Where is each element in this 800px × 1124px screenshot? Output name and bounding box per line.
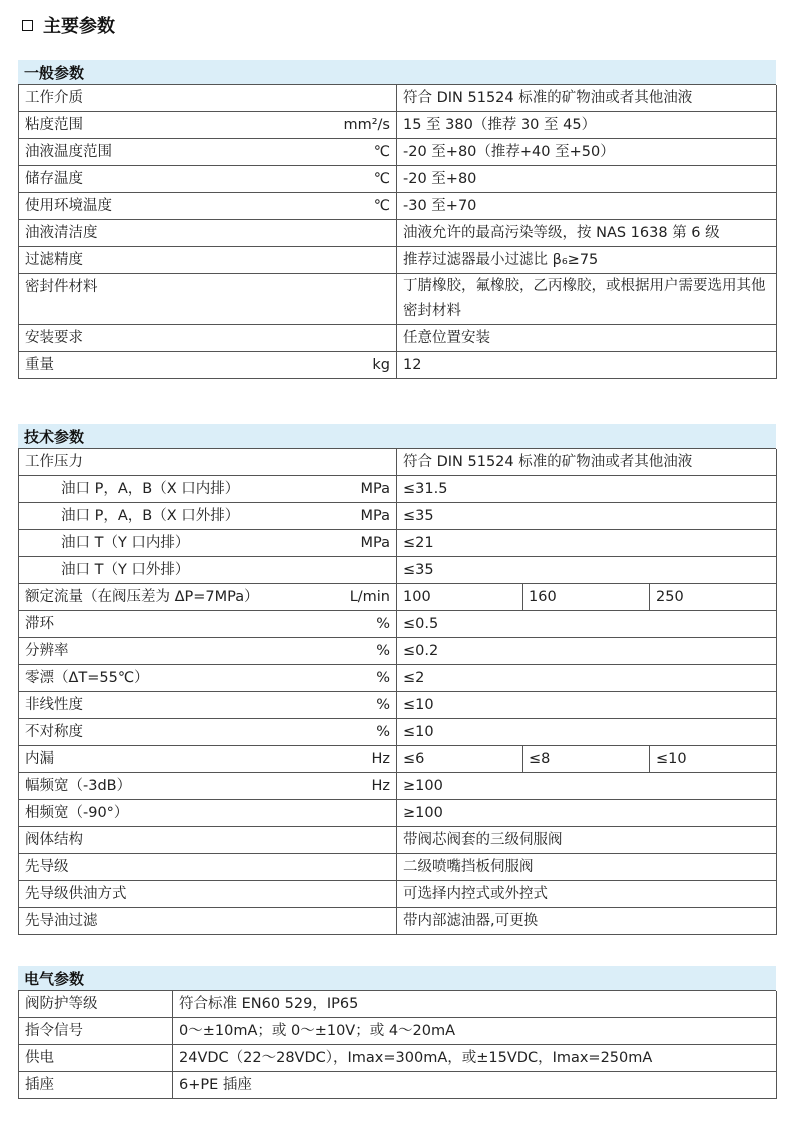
- param-label: 油液温度范围: [19, 139, 315, 166]
- param-value: ≤10: [650, 746, 777, 773]
- electrical-table: [18, 991, 777, 1099]
- param-label: 插座: [19, 1072, 173, 1099]
- param-label: 不对称度: [19, 719, 315, 746]
- param-unit: %: [315, 665, 397, 692]
- param-label: 油口 T（Y 口外排）: [19, 557, 315, 584]
- param-value: -20 至+80: [397, 166, 777, 193]
- param-value: ≤0.2: [397, 638, 777, 665]
- table-row: [19, 139, 777, 166]
- param-label: 分辨率: [19, 638, 315, 665]
- table-row: [19, 1072, 777, 1099]
- param-label: 额定流量（在阀压差为 ΔP=7MPa）: [19, 584, 315, 611]
- table-row: [19, 800, 777, 827]
- table-row: [19, 746, 777, 773]
- table-row: [19, 881, 777, 908]
- param-unit: mm²/s: [315, 112, 397, 139]
- param-unit: [315, 557, 397, 584]
- param-label: 重量: [19, 352, 315, 379]
- param-label: 油口 P，A，B（X 口内排）: [19, 476, 315, 503]
- table-row: [19, 1045, 777, 1072]
- param-unit: [315, 274, 397, 325]
- table-row: [19, 611, 777, 638]
- param-unit: [315, 881, 397, 908]
- param-value: 符合 DIN 51524 标准的矿物油或者其他油液: [397, 449, 777, 476]
- param-value: 带阀芯阀套的三级伺服阀: [397, 827, 777, 854]
- param-unit: Hz: [315, 773, 397, 800]
- table-row: [19, 325, 777, 352]
- param-value: 带内部滤油器,可更换: [397, 908, 777, 935]
- checkbox-square-icon: [22, 20, 33, 31]
- table-row: [19, 584, 777, 611]
- param-value: ≤8: [523, 746, 650, 773]
- param-label: 阀防护等级: [19, 991, 173, 1018]
- param-value: 24VDC（22～28VDC），Imax=300mA，或±15VDC，Imax=250mA: [173, 1045, 777, 1072]
- param-value: 可选择内控式或外控式: [397, 881, 777, 908]
- table-row: [19, 665, 777, 692]
- table-row: [19, 220, 777, 247]
- param-unit: L/min: [315, 584, 397, 611]
- param-value: ≥100: [397, 800, 777, 827]
- param-unit: ℃: [315, 139, 397, 166]
- param-unit: %: [315, 692, 397, 719]
- param-value: 15 至 380（推荐 30 至 45）: [397, 112, 777, 139]
- table-row: [19, 503, 777, 530]
- param-label: 储存温度: [19, 166, 315, 193]
- param-value: ≤10: [397, 692, 777, 719]
- param-value: 250: [650, 584, 777, 611]
- param-label: 工作压力: [19, 449, 315, 476]
- param-label: 油口 P，A，B（X 口外排）: [19, 503, 315, 530]
- param-value: ≥100: [397, 773, 777, 800]
- param-unit: %: [315, 638, 397, 665]
- general-section: [18, 60, 776, 379]
- param-value: 160: [523, 584, 650, 611]
- param-value: 二级喷嘴挡板伺服阀: [397, 854, 777, 881]
- table-row: [19, 719, 777, 746]
- param-value: ≤0.5: [397, 611, 777, 638]
- param-unit: MPa: [315, 530, 397, 557]
- technical-section-title: 技术参数: [18, 424, 776, 449]
- param-label: 零漂（ΔT=55℃）: [19, 665, 315, 692]
- param-unit: [315, 854, 397, 881]
- param-value: 丁腈橡胶，氟橡胶，乙丙橡胶，或根据用户需要选用其他密封材料: [397, 274, 777, 325]
- param-label: 指令信号: [19, 1018, 173, 1045]
- param-label: 滞环: [19, 611, 315, 638]
- param-unit: ℃: [315, 193, 397, 220]
- param-value: 符合标准 EN60 529，IP65: [173, 991, 777, 1018]
- param-unit: MPa: [315, 503, 397, 530]
- param-value: 油液允许的最高污染等级，按 NAS 1638 第 6 级: [397, 220, 777, 247]
- general-table: [18, 85, 777, 379]
- param-unit: [315, 85, 397, 112]
- param-label: 密封件材料: [19, 274, 315, 325]
- param-label: 阀体结构: [19, 827, 315, 854]
- table-row: [19, 908, 777, 935]
- table-row: [19, 476, 777, 503]
- param-value: 12: [397, 352, 777, 379]
- technical-table: [18, 449, 777, 935]
- param-label: 油液清洁度: [19, 220, 315, 247]
- param-label: 先导级: [19, 854, 315, 881]
- param-value: 100: [397, 584, 523, 611]
- param-label: 安装要求: [19, 325, 315, 352]
- param-value: ≤35: [397, 503, 777, 530]
- param-value: 6+PE 插座: [173, 1072, 777, 1099]
- param-label: 使用环境温度: [19, 193, 315, 220]
- param-value: ≤35: [397, 557, 777, 584]
- param-value: -30 至+70: [397, 193, 777, 220]
- table-row: [19, 557, 777, 584]
- param-unit: [315, 908, 397, 935]
- param-label: 先导油过滤: [19, 908, 315, 935]
- page-title: [22, 12, 115, 38]
- table-row: [19, 773, 777, 800]
- table-row: [19, 530, 777, 557]
- param-unit: MPa: [315, 476, 397, 503]
- page-title-text: 主要参数: [43, 16, 115, 37]
- param-value: ≤21: [397, 530, 777, 557]
- table-row: [19, 166, 777, 193]
- param-label: 工作介质: [19, 85, 315, 112]
- electrical-section: [18, 966, 776, 1099]
- param-value: 任意位置安装: [397, 325, 777, 352]
- param-value: 符合 DIN 51524 标准的矿物油或者其他油液: [397, 85, 777, 112]
- param-value: ≤2: [397, 665, 777, 692]
- general-section-title: 一般参数: [18, 60, 776, 85]
- param-label: 幅频宽（-3dB）: [19, 773, 315, 800]
- param-unit: [315, 827, 397, 854]
- param-value: ≤31.5: [397, 476, 777, 503]
- param-unit: [315, 247, 397, 274]
- param-label: 内漏: [19, 746, 315, 773]
- param-label: 先导级供油方式: [19, 881, 315, 908]
- param-label: 供电: [19, 1045, 173, 1072]
- param-label: 油口 T（Y 口内排）: [19, 530, 315, 557]
- table-row: [19, 193, 777, 220]
- param-unit: %: [315, 611, 397, 638]
- param-unit: [315, 800, 397, 827]
- table-row: [19, 274, 777, 325]
- electrical-section-title: 电气参数: [18, 966, 776, 991]
- table-row: [19, 112, 777, 139]
- param-label: 粘度范围: [19, 112, 315, 139]
- param-value: ≤10: [397, 719, 777, 746]
- param-unit: [315, 325, 397, 352]
- table-row: [19, 692, 777, 719]
- technical-section: [18, 424, 776, 935]
- table-row: [19, 352, 777, 379]
- table-row: [19, 1018, 777, 1045]
- param-label: 过滤精度: [19, 247, 315, 274]
- param-unit: kg: [315, 352, 397, 379]
- table-row: [19, 991, 777, 1018]
- table-row: [19, 85, 777, 112]
- param-label: 相频宽（-90°）: [19, 800, 315, 827]
- param-value: ≤6: [397, 746, 523, 773]
- param-unit: [315, 220, 397, 247]
- param-value: 0～±10mA；或 0～±10V；或 4～20mA: [173, 1018, 777, 1045]
- param-value: 推荐过滤器最小过滤比 β₆≥75: [397, 247, 777, 274]
- table-row: [19, 247, 777, 274]
- param-unit: [315, 449, 397, 476]
- table-row: [19, 449, 777, 476]
- table-row: [19, 854, 777, 881]
- table-row: [19, 827, 777, 854]
- param-label: 非线性度: [19, 692, 315, 719]
- table-row: [19, 638, 777, 665]
- param-unit: %: [315, 719, 397, 746]
- param-value: -20 至+80（推荐+40 至+50）: [397, 139, 777, 166]
- param-unit: Hz: [315, 746, 397, 773]
- param-unit: ℃: [315, 166, 397, 193]
